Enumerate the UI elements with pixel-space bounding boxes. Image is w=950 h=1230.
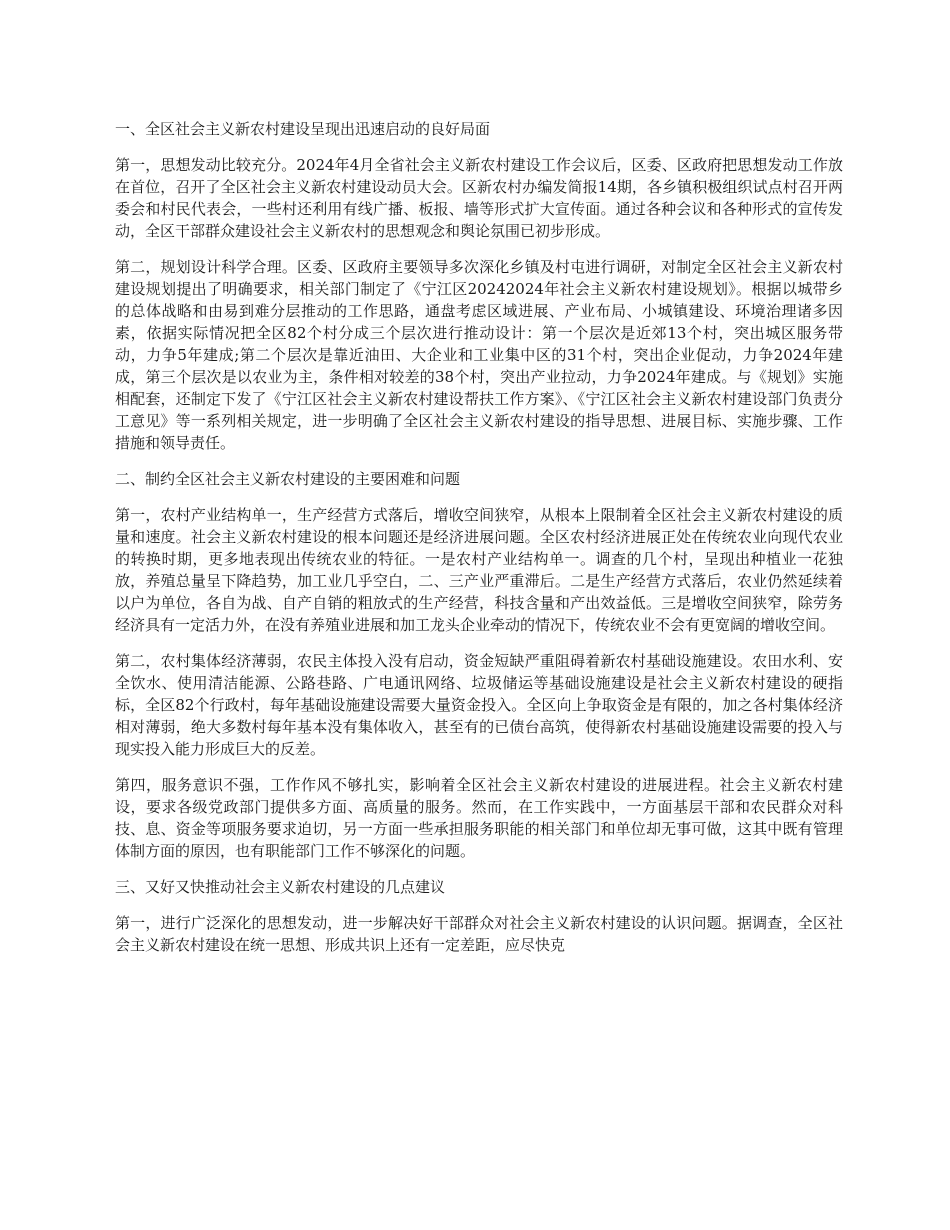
document-body xyxy=(115,118,843,970)
paragraph-5: 第四，服务意识不强，工作作风不够扎实，影响着全区社会主义新农村建设的进展进程。社会主义新农村建设，要求各级党政部门提供多方面、高质量的服务。然而，在工作实践中，一方面基层干部和农民群众对科技、息、资金等项服务要求迫切，另一方面一些承担服务职能的相关部门和单位却无事可做，这其中既有管理体制方面的原因，也有职能部门工作不够深化的问题。 xyxy=(115,776,843,860)
paragraph-6: 第一，进行广泛深化的思想发动，进一步解决好干部群众对社会主义新农村建设的认识问题。据调查，全区社会主义新农村建设在统一思想、形成共识上还有一定差距，应尽快克 xyxy=(115,914,843,954)
paragraph-1: 第一，思想发动比较充分。2024年4月全省社会主义新农村建设工作会议后，区委、区政府把思想发动工作放在首位，召开了全区社会主义新农村建设动员大会。区新农村办编发简报14期，各乡镇积极组织试点村召开两委会和村民代表会，一些村还利用有线广播、板报、墙等形式扩大宣传面。通过各种会议和各种形式的宣传发动，全区干部群众建设社会主义新农村的思想观念和舆论氛围已初步形成。 xyxy=(115,156,843,240)
section-heading-1: 一、全区社会主义新农村建设呈现出迅速启动的良好局面 xyxy=(115,120,491,138)
paragraph-2: 第二，规划设计科学合理。区委、区政府主要领导多次深化乡镇及村屯进行调研，对制定全区社会主义新农村建设规划提出了明确要求，相关部门制定了《宁江区20242024年社会主义新农村建设规划》。根据以城带乡的总体战略和由易到难分层推动的工作思路，通盘考虑区域进展、产业布局、小城镇建设、环境治理诸多因素，依据实际情况把全区82个村分成三个层次进行推动设计：第一个层次是近郊13个村，突出城区服务带动，力争5年建成;第二个层次是靠近油田、大企业和工业集中区的31个村，突出企业促动，力争2024年建成，第三个层次是以农业为主，条件相对较差的38个村，突出产业拉动，力争2024年建成。与《规划》实施相配套，还制定下发了《宁江区社会主义新农村建设帮扶工作方案》、《宁江区社会主义新农村建设部门负责分工意见》等一系列相关规定，进一步明确了全区社会主义新农村建设的指导思想、进展目标、实施步骤、工作措施和领导责任。 xyxy=(115,258,843,452)
paragraph-4: 第二，农村集体经济薄弱，农民主体投入没有启动，资金短缺严重阻碍着新农村基础设施建设。农田水利、安全饮水、使用清洁能源、公路巷路、广电通讯网络、垃圾储运等基础设施建设是社会主义新农村建设的硬指标，全区82个行政村，每年基础设施建设需要大量资金投入。全区向上争取资金是有限的，加之各村集体经济相对薄弱，绝大多数村每年基本没有集体收入，甚至有的已债台高筑，使得新农村基础设施建设需要的投入与现实投入能力形成巨大的反差。 xyxy=(115,652,843,758)
section-heading-2: 二、制约全区社会主义新农村建设的主要困难和问题 xyxy=(115,470,461,488)
paragraph-3: 第一，农村产业结构单一，生产经营方式落后，增收空间狭窄，从根本上限制着全区社会主义新农村建设的质量和速度。社会主义新农村建设的根本问题还是经济进展问题。全区农村经济进展正处在传统农业向现代农业的转换时期，更多地表现出传统农业的特征。一是农村产业结构单一。调查的几个村，呈现出种植业一花独放，养殖总量呈下降趋势，加工业几乎空白，二、三产业严重滞后。二是生产经营方式落后，农业仍然延续着以户为单位，各自为战、自产自销的粗放式的生产经营，科技含量和产出效益低。三是增收空间狭窄，除劳务经济具有一定活力外，在没有养殖业进展和加工龙头企业牵动的情况下，传统农业不会有更宽阔的增收空间。 xyxy=(115,506,843,634)
section-heading-3: 三、又好又快推动社会主义新农村建设的几点建议 xyxy=(115,878,446,896)
